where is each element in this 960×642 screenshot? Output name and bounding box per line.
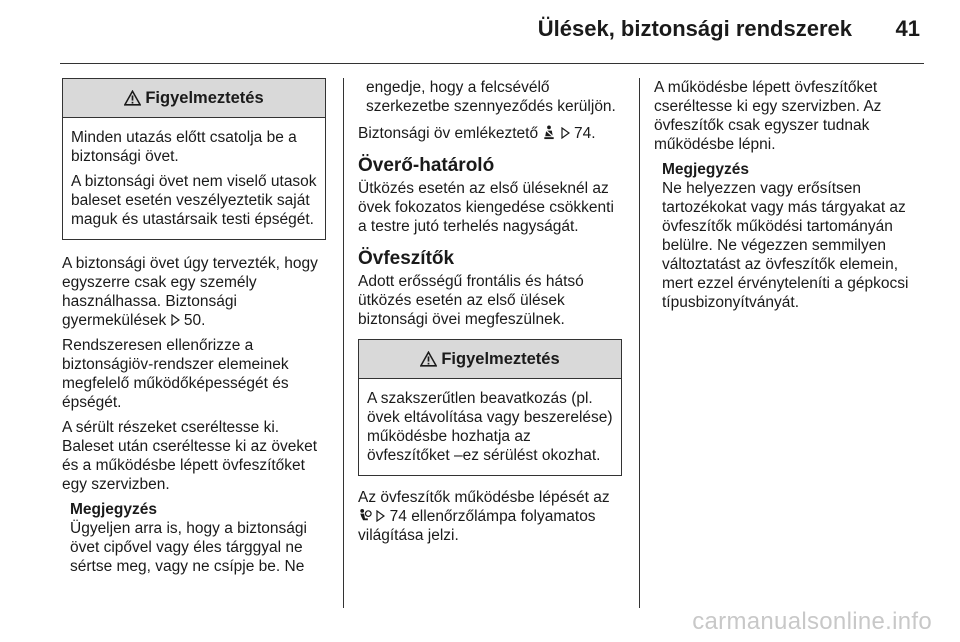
note-text: Ügyeljen arra is, hogy a biztonsági övet cipővel vagy éles tárggyal ne sértse meg, vagy ne csípje be. Ne <box>70 520 307 575</box>
paragraph: Rendszeresen ellenőrizze a biztonságiöv-rendszer elemeinek megfelelő működőképességét és épségét. <box>62 337 289 411</box>
column-divider-2 <box>639 78 640 608</box>
page-reference: 50. <box>183 312 206 329</box>
reminder-text: Biztonsági öv emlékeztető <box>358 125 539 142</box>
warning-text: A szakszerűtlen beavatkozás (pl. övek eltávolítása vagy beszerelése) működésbe hozhatja az övfeszítőket –ez sérülést okozhat. <box>367 390 613 464</box>
warning-box <box>358 339 622 476</box>
note-title: Megjegyzés <box>70 501 158 518</box>
warning-text-1: Minden utazás előtt csatolja be a biztonsági övet. <box>71 129 297 165</box>
paragraph-text: A biztonsági övet úgy tervezték, hogy egyszerre csak egy személy használhassa. Biztonsági gyermekülések <box>62 255 318 329</box>
page-reference-icon <box>171 314 180 326</box>
section-text: Adott erősségű frontális és hátsó ütközés esetén az első ülések biztonsági övei megfeszülnek. <box>358 273 584 328</box>
page-reference: 74 <box>389 508 407 525</box>
warning-box <box>62 78 326 240</box>
warning-text-2: A biztonsági övet nem viselő utasok baleset esetén veszélyeztetik saját maguk és utastársaik testi épségét. <box>71 173 317 228</box>
page-number: 41 <box>895 16 920 41</box>
note-continuation: engedje, hogy a felcsévélő szerkezetbe szennyeződés kerüljön. <box>366 79 616 115</box>
paragraph-text: Az övfeszítők működésbe lépését az <box>358 489 610 506</box>
section-title: Överő-határoló <box>358 155 495 176</box>
warning-triangle-icon <box>420 351 437 367</box>
note <box>654 160 918 312</box>
warning-body <box>359 379 621 475</box>
warning-header <box>63 79 325 118</box>
watermark: carmanualsonline.info <box>692 608 932 635</box>
warning-title: Figyelmeztetés <box>441 349 560 368</box>
section-text: Ütközés esetén az első üléseknél az övek fokozatos kiengedése csökkenti a testre jutó terhelés nagyságát. <box>358 180 614 235</box>
page-reference: 74. <box>574 125 596 142</box>
seatbelt-reminder-icon <box>542 125 556 140</box>
note <box>62 500 326 576</box>
warning-body <box>63 118 325 239</box>
section-title: Övfeszítők <box>358 248 455 269</box>
warning-title: Figyelmeztetés <box>145 88 264 107</box>
paragraph <box>358 488 622 545</box>
page-header-title: Ülések, biztonsági rendszerek <box>537 16 852 41</box>
note-title: Megjegyzés <box>662 161 750 178</box>
warning-triangle-icon <box>124 90 141 106</box>
paragraph: A sérült részeket cseréltesse ki. Baleset után cseréltesse ki az öveket és a működésbe lépett övfeszítőket egy szervizben. <box>62 419 318 493</box>
page-reference-icon <box>376 510 385 522</box>
column-3 <box>654 78 918 318</box>
airbag-control-lamp-icon <box>358 508 372 523</box>
paragraph <box>62 254 326 330</box>
page-reference-icon <box>561 127 570 139</box>
column-1 <box>62 78 326 582</box>
note-text: Ne helyezzen vagy erősítsen tartozékokat vagy más tárgyakat az övfeszítők működési tartományán belülre. Ne végezzen semmilyen változtatást az övfeszítők elemein, mert ezzel érvényteleníti a gépkocsi típusbizonyítványát. <box>662 180 909 311</box>
paragraph-text: ellenőrzőlámpa folyamatos világítása jelzi. <box>358 508 596 544</box>
column-divider-1 <box>343 78 344 608</box>
paragraph <box>358 124 622 143</box>
paragraph: A működésbe lépett övfeszítőket cseréltesse ki egy szervizben. Az övfeszítők csak egyszer tudnak működésbe lépni. <box>654 79 882 153</box>
column-2 <box>358 78 622 551</box>
header-rule <box>60 63 924 64</box>
warning-header <box>359 340 621 379</box>
